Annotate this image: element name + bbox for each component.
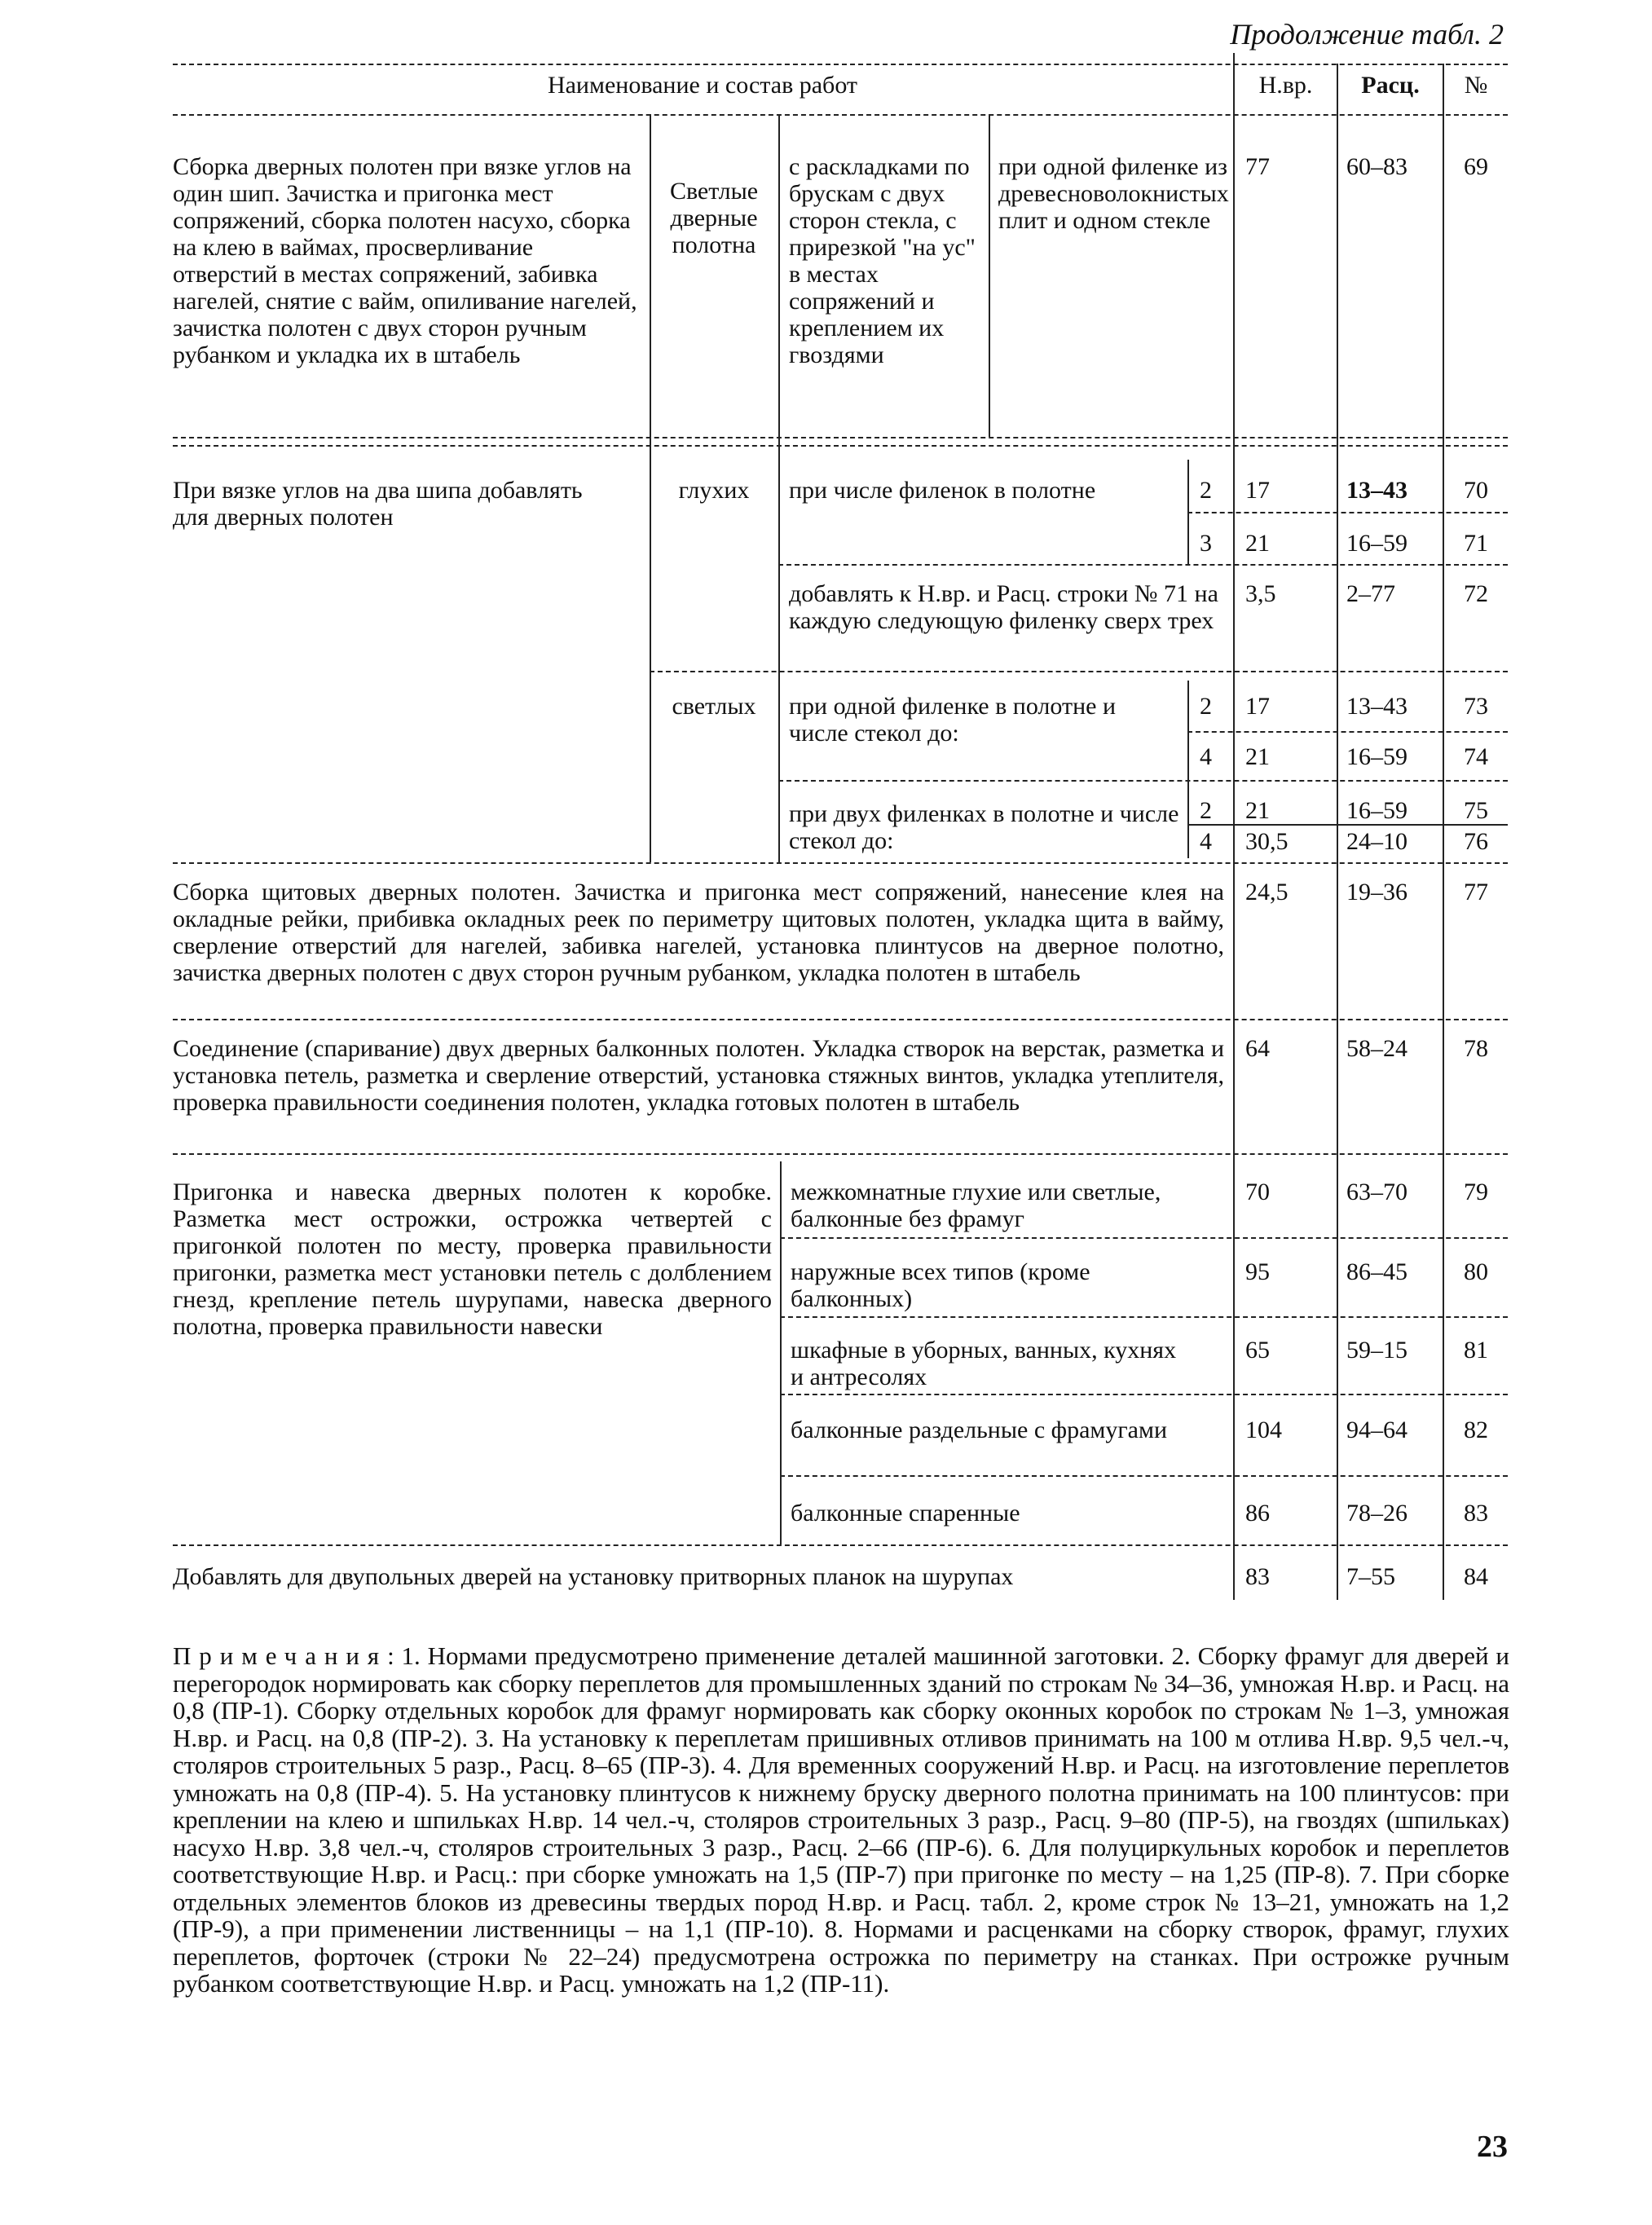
row-70-num: 70 [1464,477,1488,504]
row-76-num: 76 [1464,828,1488,855]
deaf-doors-label: глухих [678,477,750,504]
row-77-rasc: 19–36 [1346,879,1408,905]
row-71-k: 3 [1200,530,1212,557]
row-84-rasc: 7–55 [1346,1563,1395,1590]
glazed-doors-label: светлых [672,693,756,720]
row-73-rasc: 13–43 [1346,693,1408,720]
row-70-nvr: 17 [1245,477,1270,504]
row-71-num: 71 [1464,530,1488,557]
row-74-num: 74 [1464,743,1488,770]
header-name: Наименование и состав работ [547,72,858,99]
row-69-subtype: с раскладками по брускам с двух сторон стекла, с прирезкой "на ус" в местах сопряжений и креплением их гвоздями [789,153,976,368]
row-80-nvr: 95 [1245,1258,1270,1285]
row-70-rasc: 13–43 [1346,477,1408,504]
fitting-description: Пригонка и навеска дверных полотен к коробке. Разметка мест острожки, острожка четвертей с пригонкой полотен по месту, проверка правильности пригонки, разметка мест установки петель с долблением гнезд, крепление петель шурупами, навеска дверного полотна, проверка правильности навески [173,1179,772,1340]
row-80-text: наружные всех типов (кроме балконных) [791,1258,1090,1312]
one-panel-text: при одной филенке в полотне и числе стекол до: [789,693,1117,747]
row-84-nvr: 83 [1245,1563,1270,1590]
row-75-k: 2 [1200,797,1212,824]
page-number: 23 [1477,2130,1508,2164]
row-69-condition: при одной филенке из древесноволокнистых плит и одном стекле [998,153,1229,234]
row-69-door-type: Светлые дверные полотна [669,178,759,258]
row-81-text: шкафные в уборных, ванных, кухнях и антресолях [791,1337,1177,1390]
notes-label: Примечания [173,1641,388,1670]
row-83-nvr: 86 [1245,1500,1270,1527]
two-panel-text: при двух филенках в полотне и числе стекол до: [789,800,1179,854]
row-70-k: 2 [1200,477,1212,504]
header-nvr: Н.вр. [1258,72,1313,99]
header-num: № [1464,72,1488,99]
row-79-rasc: 63–70 [1346,1179,1408,1205]
row-71-rasc: 16–59 [1346,530,1408,557]
row-74-nvr: 21 [1245,743,1270,770]
row-73-nvr: 17 [1245,693,1270,720]
row-76-k: 4 [1200,828,1212,855]
row-79-nvr: 70 [1245,1179,1270,1205]
row-78-num: 78 [1464,1035,1488,1062]
row-69-description: Сборка дверных полотен при вязке углов на один шип. Зачистка и пригонка мест сопряжений, сборка полотен насухо, сборка на клею в ваймах, просверливание отверстий в местах сопряжений, забивка нагелей, снятие с вайм, опиливание нагелей, зачистка полотен с двух сторон ручным рубанком и укладка их в штабель [173,153,637,368]
row-69-num: 69 [1464,153,1488,180]
panel-count-text: при числе филенок в полотне [789,477,1096,504]
row-84-num: 84 [1464,1563,1488,1590]
row-71-nvr: 21 [1245,530,1270,557]
continuation-label: Продолжение табл. 2 [1230,18,1504,51]
row-81-num: 81 [1464,1337,1488,1364]
row-69-rasc: 60–83 [1346,153,1408,180]
row-75-nvr: 21 [1245,797,1270,824]
row-74-k: 4 [1200,743,1212,770]
row-82-rasc: 94–64 [1346,1417,1408,1443]
row-73-k: 2 [1200,693,1212,720]
row-77-description: Сборка щитовых дверных полотен. Зачистка и пригонка мест сопряжений, нанесение клея на окладные рейки, прибивка окладных реек по периметру щитовых полотен, укладка щита в вайму, сверление отверстий для нагелей, забивка нагелей, установка плинтусов на дверное полотно, зачистка дверных полотен с двух сторон ручным рубанком, укладка полотен в штабель [173,879,1224,986]
row-75-num: 75 [1464,797,1488,824]
row-83-text: балконные спаренные [791,1500,1020,1527]
row-76-rasc: 24–10 [1346,828,1408,855]
row-78-rasc: 58–24 [1346,1035,1408,1062]
row-78-nvr: 64 [1245,1035,1270,1062]
row-76-nvr: 30,5 [1245,828,1289,855]
row-74-rasc: 16–59 [1346,743,1408,770]
row-84-description: Добавлять для двупольных дверей на установку притворных планок на шурупах [173,1563,1014,1590]
row-82-num: 82 [1464,1417,1488,1443]
row-73-num: 73 [1464,693,1488,720]
row-80-num: 80 [1464,1258,1488,1285]
row-77-num: 77 [1464,879,1488,905]
header-rasc: Расц. [1361,72,1420,99]
row-80-rasc: 86–45 [1346,1258,1408,1285]
row-82-text: балконные раздельные с фрамугами [791,1417,1168,1443]
two-tenon-description: При вязке углов на два шипа добавлять для дверных полотен [173,477,583,531]
row-75-rasc: 16–59 [1346,797,1408,824]
row-72-nvr: 3,5 [1245,580,1276,607]
row-83-num: 83 [1464,1500,1488,1527]
row-77-nvr: 24,5 [1245,879,1289,905]
row-83-rasc: 78–26 [1346,1500,1408,1527]
row-72-rasc: 2–77 [1346,580,1395,607]
row-81-rasc: 59–15 [1346,1337,1408,1364]
row-81-nvr: 65 [1245,1337,1270,1364]
notes-text: : 1. Нормами предусмотрено применение деталей машинной заготовки. 2. Сборку фрамуг для дверей и перегородок нормировать как сборку переплетов для промышленных зданий по строкам № 34–36, умножая Н.вр. и Расц. на 0,8 (ПР-1). Сборку отдельных коробок для фрамуг нормировать как сборку оконных коробок по строкам № 1–3, умножая Н.вр. и Расц. на 0,8 (ПР-2). 3. На установку к переплетам пришивных отливов принимать на 100 м отлива Н.вр. 9,5 чел.-ч, столяров строительных 5 разр., Расц. 8–65 (ПР-3). 4. Для временных сооружений Н.вр. и Расц. на изготовление переплетов умножать на 0,8 (ПР-4). 5. На установку плинтусов к нижнему бруску дверного полотна принимать на 100 плинтусов: при креплении на клею и шпильках Н.вр. 14 чел.-ч, столяров строительных 3 разр., Расц. 9–80 (ПР-5), на гвоздях (шпильках) насухо Н.вр. 3,8 чел.-ч, столяров строительных 3 разр., Расц. 2–66 (ПР-6). 6. Для полуциркульных коробок и переплетов соответствующие Н.вр. и Расц.: при сборке умножать на 1,5 (ПР-7) при пригонке по месту – на 1,25 (ПР-8). 7. При сборке отдельных элементов блоков из древесины твердых пород Н.вр. и Расц. табл. 2, кроме строк № 13–21, умножать на 1,2 (ПР-9), а при применении лиственницы – на 1,1 (ПР-10). 8. Нормами и расценками на сборку створок, фрамуг, глухих переплетов, форточек (строки № 22–24) предусмотрена острожка по периметру на станках. При острожке ручным рубанком соответствующие Н.вр. и Расц. умножать на 1,2 (ПР-11). [173,1641,1509,1998]
row-79-num: 79 [1464,1179,1488,1205]
row-79-text: межкомнатные глухие или светлые, балконные без фрамуг [791,1179,1161,1232]
row-69-nvr: 77 [1245,153,1270,180]
row-82-nvr: 104 [1245,1417,1282,1443]
row-78-description: Соединение (спаривание) двух дверных балконных полотен. Укладка створок на верстак, разметка и установка петель, разметка и сверление отверстий, установка стяжных винтов, укладка утеплителя, проверка правильности соединения полотен, укладка готовых полотен в штабель [173,1035,1224,1116]
notes-paragraph [173,1642,1509,1998]
row-72-text: добавлять к Н.вр. и Расц. строки № 71 на каждую следующую филенку сверх трех [789,580,1218,634]
row-72-num: 72 [1464,580,1488,607]
